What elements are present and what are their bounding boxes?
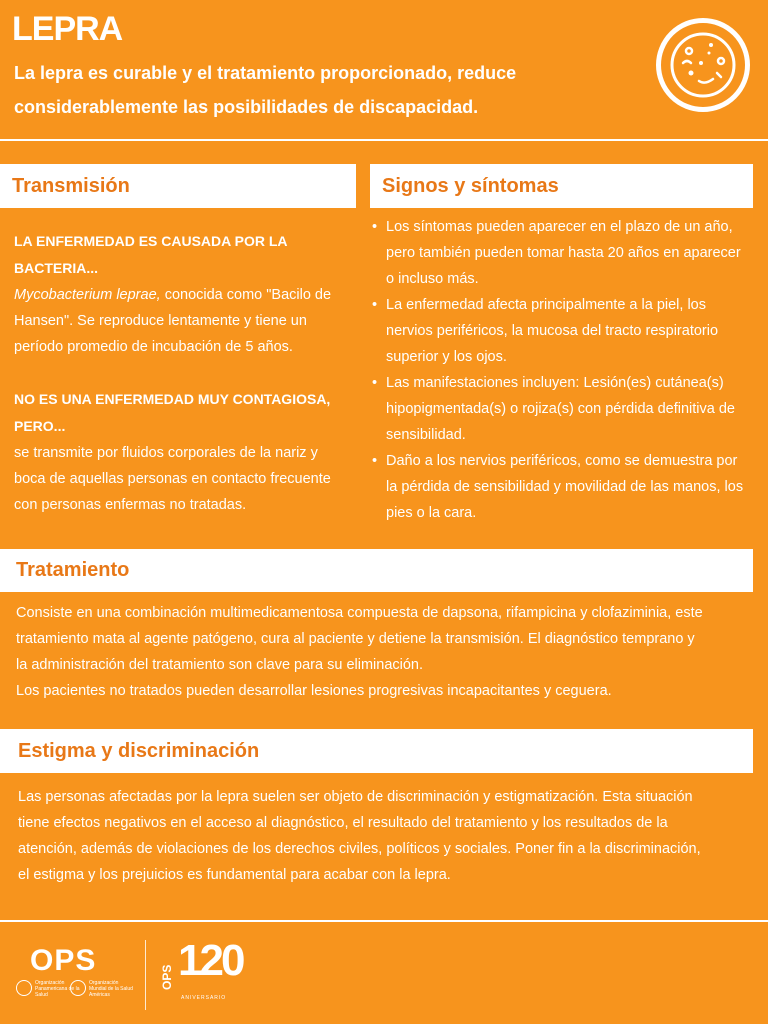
cause-heading: LA ENFERMEDAD ES CAUSADA POR LA BACTERIA... [14, 233, 288, 276]
ops-logo: OPS [30, 944, 97, 977]
paho-name: Organización Panamericana de la Salud [35, 980, 80, 998]
transmision-paragraph-1 [14, 228, 344, 360]
paho-emblem-icon [16, 980, 32, 996]
petri-dish-icon [656, 18, 750, 112]
estigma-header [0, 729, 753, 773]
transmision-paragraph-2 [14, 386, 344, 518]
bacteria-name: Mycobacterium leprae, [14, 287, 161, 303]
tratamiento-header [0, 549, 753, 592]
list-item: • Daño a los nervios periféricos, como se demuestra por la pérdida de sensibilidad y movilidad de las manos, los pies o la cara. [370, 448, 752, 526]
estigma-content [18, 784, 710, 888]
header-divider [0, 139, 768, 141]
signos-header [370, 164, 753, 208]
who-region: Américas [89, 992, 110, 998]
transmision-heading: Transmisión [12, 174, 130, 197]
page-title: LEPRA [12, 10, 123, 48]
list-item: • Las manifestaciones incluyen: Lesión(es) cutánea(s) hipopigmentada(s) o rojiza(s) con pérdida definitiva de sensibilidad. [370, 370, 752, 448]
anniversary-label: ANIVERSARIO [181, 995, 227, 1001]
signos-list [370, 214, 752, 526]
tratamiento-paragraph-1: Consiste en una combinación multimedicamentosa compuesta de dapsona, rifampicina y clofaziminia, este tratamiento mata al agente patógeno, cura al paciente y detiene la transmisión. El diagnóstico temprano y la administración del tratamiento son clave para su eliminación. [16, 605, 703, 673]
page-subtitle: La lepra es curable y el tratamiento proporcionado, reduce considerablemente las posibilidades de discapacidad. [14, 63, 517, 117]
tratamiento-content [16, 600, 706, 704]
list-item: • La enfermedad afecta principalmente a la piel, los nervios periféricos, la mucosa del tracto respiratorio superior y los ojos. [370, 292, 752, 370]
anniversary-number: 120 [178, 936, 243, 985]
transmision-content [14, 228, 344, 518]
estigma-heading: Estigma y discriminación [18, 739, 260, 762]
transmision-header [0, 164, 356, 208]
list-item: • Los síntomas pueden aparecer en el plazo de un año, pero también pueden tomar hasta 20 años en aparecer o incluso más. [370, 214, 752, 292]
who-name-text: Organización Mundial de la Salud [89, 980, 133, 992]
contagion-heading: NO ES UNA ENFERMEDAD MUY CONTAGIOSA, PERO... [14, 391, 331, 434]
estigma-paragraph: Las personas afectadas por la lepra suelen ser objeto de discriminación y estigmatización. Esta situación tiene efectos negativos en el acceso al diagnóstico, el resultado del tratamiento y los resultados de la atención, además de violaciones de los derechos civiles, políticos y sociales. Poner fin a la discriminación, el estigma y los prejuicios es fundamental para acabar con la lepra. [18, 789, 701, 883]
who-name [89, 980, 135, 998]
who-emblem-icon [70, 980, 86, 996]
footer-separator [145, 940, 146, 1010]
contagion-text: se transmite por fluidos corporales de la nariz y boca de aquellas personas en contacto frecuente con personas enfermas no tratadas. [14, 445, 331, 513]
signos-heading: Signos y síntomas [382, 174, 559, 197]
anniversary-prefix: OPS [160, 964, 174, 990]
tratamiento-paragraph-2: Los pacientes no tratados pueden desarrollar lesiones progresivas incapacitantes y ceguera. [16, 683, 612, 699]
footer-divider [0, 920, 768, 922]
tratamiento-heading: Tratamiento [16, 559, 130, 581]
cause-text: conocida como "Bacilo de Hansen". Se reproduce lentamente y tiene un período promedio de incubación de 5 años. [14, 287, 332, 355]
